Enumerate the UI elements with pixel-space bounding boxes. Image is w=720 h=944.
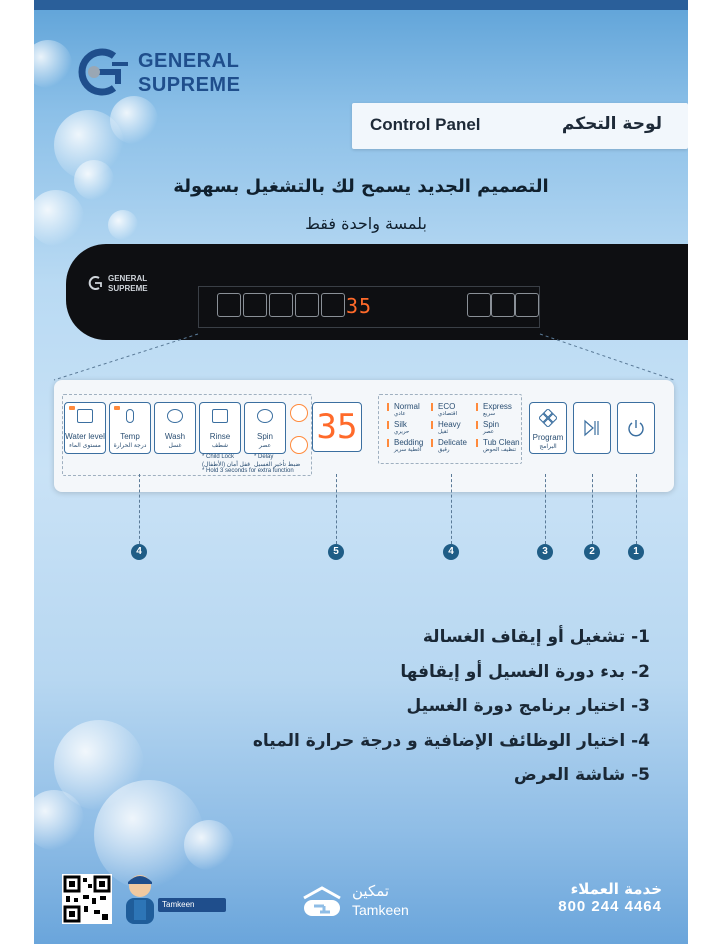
brand-logo bbox=[68, 48, 298, 98]
wash-button[interactable] bbox=[154, 402, 196, 454]
program-tub-clean: Tub Clean تنظيف الحوض bbox=[483, 438, 520, 453]
play-pause-icon bbox=[583, 419, 601, 437]
key-label-ar: عصر bbox=[258, 442, 272, 449]
banner-title-ar: لوحة التحكم bbox=[561, 114, 662, 134]
indicator-led bbox=[387, 421, 389, 429]
spin-key-button[interactable] bbox=[244, 402, 286, 454]
bubble-decoration bbox=[110, 96, 158, 144]
callout-marker: 4 bbox=[443, 544, 459, 560]
list-item: 1- تشغيل أو إيقاف الغسالة bbox=[422, 627, 650, 647]
mini-key bbox=[491, 293, 515, 317]
customer-service bbox=[558, 880, 662, 915]
indicator-led bbox=[476, 403, 478, 411]
poster bbox=[34, 0, 688, 944]
callout-line bbox=[336, 474, 337, 544]
program-normal: Normal عادي bbox=[394, 402, 420, 417]
key-label-en: Wash bbox=[164, 432, 186, 441]
mini-key bbox=[515, 293, 539, 317]
program-express: Express سريع bbox=[483, 402, 512, 417]
list-item: 2- بدء دورة الغسيل أو إيقافها bbox=[400, 661, 650, 682]
callout-line bbox=[592, 474, 593, 544]
water-level-icon bbox=[77, 409, 93, 423]
program-bedding: Bedding أغطية سرير bbox=[394, 438, 423, 453]
key-label-ar: شطف bbox=[211, 442, 229, 449]
device-display: 35 bbox=[346, 294, 373, 318]
key-label-ar: غسل bbox=[168, 442, 182, 449]
callout-line bbox=[139, 474, 140, 544]
water-level-button[interactable] bbox=[64, 402, 106, 454]
power-button[interactable] bbox=[617, 402, 655, 454]
headline-main: التصميم الجديد يسمح لك بالتشغيل بسهولة bbox=[173, 176, 549, 197]
section-banner bbox=[352, 103, 688, 149]
brand-line1: GENERAL bbox=[138, 50, 240, 72]
brand-mark-icon bbox=[68, 48, 130, 96]
callout-line bbox=[451, 474, 452, 544]
brand-mark-icon bbox=[86, 275, 104, 291]
program-icon bbox=[539, 409, 557, 427]
bubble-decoration bbox=[34, 40, 72, 88]
device-logo-line2: SUPREME bbox=[108, 284, 148, 293]
program-heavy: Heavy ثقيل bbox=[438, 420, 461, 435]
program-spin: Spin عصر bbox=[483, 420, 499, 435]
mini-key bbox=[269, 293, 293, 317]
callout-marker: 3 bbox=[537, 544, 553, 560]
headline-sub: بلمسة واحدة فقط bbox=[305, 214, 427, 233]
child-lock-note: * Child Lock bbox=[202, 454, 235, 460]
tamkeen-logo-en: Tamkeen bbox=[352, 902, 409, 918]
service-phone[interactable]: 800 244 4464 bbox=[558, 898, 662, 915]
wash-icon bbox=[167, 409, 183, 423]
service-title: خدمة العملاء bbox=[570, 880, 662, 898]
hold-note: * Hold 3 seconds for extra function bbox=[202, 468, 294, 474]
callout-line bbox=[636, 474, 637, 544]
mini-key bbox=[295, 293, 319, 317]
indicator-led bbox=[431, 421, 433, 429]
program-label-en: Program bbox=[532, 433, 564, 442]
callout-marker: 4 bbox=[131, 544, 147, 560]
key-label-en: Spin bbox=[256, 432, 273, 441]
callout-line bbox=[545, 474, 546, 544]
feature-list bbox=[230, 620, 650, 793]
device-logo-line1: GENERAL bbox=[108, 274, 148, 283]
power-icon bbox=[626, 418, 646, 438]
callout-marker: 2 bbox=[584, 544, 600, 560]
key-label-en: Water level bbox=[65, 432, 105, 441]
spin-icon bbox=[257, 409, 273, 423]
key-label-en: Temp bbox=[120, 432, 140, 441]
program-silk: Silk حريري bbox=[394, 420, 409, 435]
list-item: 3- اختيار برنامج دورة الغسيل bbox=[406, 696, 650, 716]
brand-line2: SUPREME bbox=[138, 74, 241, 96]
device-panel bbox=[66, 244, 688, 340]
connector-lines bbox=[34, 330, 688, 382]
tamkeen-logo bbox=[300, 880, 430, 922]
key-label-ar: مستوى الماء bbox=[69, 442, 101, 449]
bubble-decoration bbox=[184, 820, 234, 870]
delay-note-ar: ضبط تأخير الغسيل bbox=[254, 462, 301, 468]
indicator-led bbox=[114, 406, 120, 410]
display-screen: 35 bbox=[312, 402, 362, 452]
rinse-button[interactable] bbox=[199, 402, 241, 454]
qr-code-icon bbox=[62, 874, 112, 924]
program-label-ar: البرامج bbox=[539, 443, 557, 450]
callout-marker: 5 bbox=[328, 544, 344, 560]
child-lock-indicator bbox=[290, 404, 308, 422]
indicator-led bbox=[387, 439, 389, 447]
callout-marker: 1 bbox=[628, 544, 644, 560]
banner-title-en: Control Panel bbox=[370, 115, 481, 134]
top-bar bbox=[34, 0, 688, 10]
mini-key bbox=[321, 293, 345, 317]
delay-note: * Delay bbox=[254, 454, 274, 460]
indicator-led bbox=[431, 439, 433, 447]
program-eco: ECO اقتصادي bbox=[438, 402, 457, 417]
program-button[interactable] bbox=[529, 402, 567, 454]
control-panel-zoom bbox=[54, 380, 674, 492]
indicator-led bbox=[476, 421, 478, 429]
indicator-led bbox=[387, 403, 389, 411]
tamkeen-mascot-badge bbox=[118, 868, 228, 928]
shirt-icon bbox=[212, 409, 228, 423]
child-lock-note-ar: قفل أمان (الأطفال) bbox=[202, 462, 250, 468]
indicator-led bbox=[476, 439, 478, 447]
key-label-ar: درجة الحرارة bbox=[113, 442, 147, 449]
key-label-en: Rinse bbox=[209, 432, 231, 441]
program-delicate: Delicate رقيق bbox=[438, 438, 467, 453]
indicator-led bbox=[69, 406, 75, 410]
thermometer-icon bbox=[126, 409, 134, 423]
indicator-led bbox=[431, 403, 433, 411]
delay-indicator bbox=[290, 436, 308, 454]
temp-button[interactable] bbox=[109, 402, 151, 454]
list-item: 4- اختيار الوظائف الإضافية و درجة حرارة المياه bbox=[252, 730, 650, 751]
list-item: 5- شاشة العرض bbox=[513, 765, 650, 785]
mini-key bbox=[467, 293, 491, 317]
technician-mascot-icon bbox=[118, 870, 162, 926]
mini-key bbox=[243, 293, 267, 317]
tamkeen-badge-text: Tamkeen bbox=[158, 898, 226, 912]
tamkeen-mark-icon bbox=[300, 886, 344, 918]
mini-key bbox=[217, 293, 241, 317]
device-logo bbox=[108, 274, 148, 294]
start-pause-button[interactable] bbox=[573, 402, 611, 454]
tamkeen-logo-ar: تمكين bbox=[352, 882, 390, 900]
